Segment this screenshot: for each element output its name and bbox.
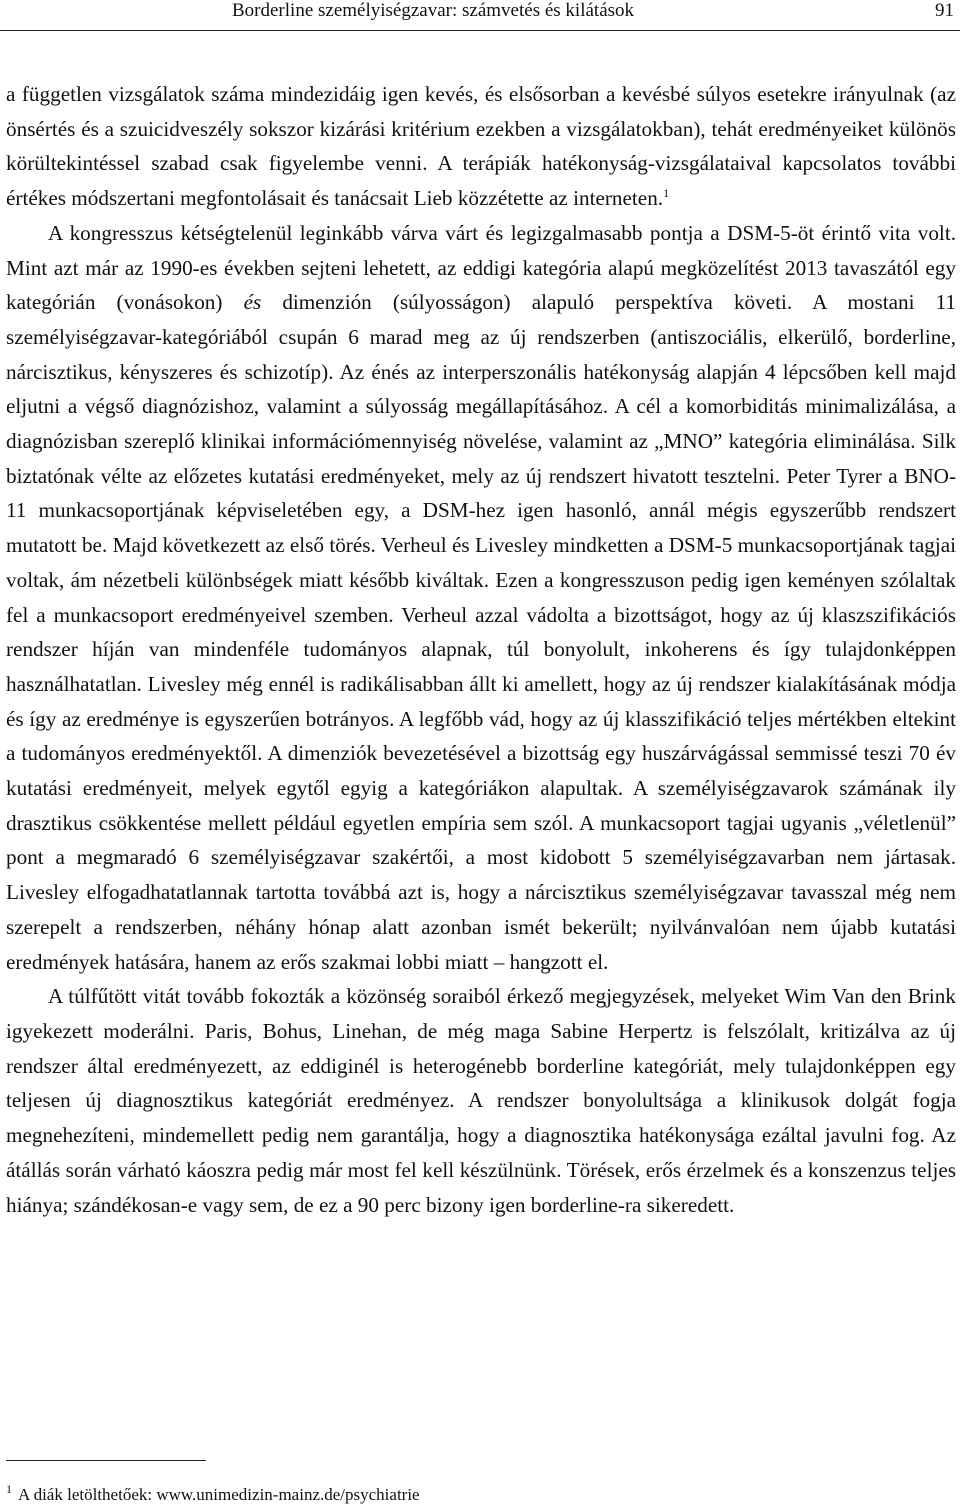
paragraph-3-text: A túlfűtött vitát tovább fokozták a közönség soraiból érkező megjegyzések, melyeket Wim Van den Brink igyekezett moderálni. Paris, Bohus, Linehan, de még maga Sabine Herpertz is felszólalt, kritizálva az új rendszer által eredményezett, az eddiginél is heterogénebb borderline kategóriát, mely tulajdonképpen egy teljesen új diagnosztikus kategóriát eredményez. A rendszer bonyolultsága a klinikusok dolgát fogja megnehezíteni, mindemellett pedig nem garantálja, hogy a diagnosztika hatékonysága ezáltal javulni fog. Az átállás során várható káoszra pedig már most fel kell készülnünk. Törések, erős érzelmek és a konszenzus teljes hiánya; szándékosan-e vagy sem, de ez a 90 perc bizony igen borderline-ra sikeredett. bbox=[6, 984, 956, 1217]
page-number: 91 bbox=[935, 0, 954, 21]
paragraph-3 bbox=[6, 979, 956, 1222]
header-rule bbox=[0, 30, 960, 31]
paragraph-2-text-start: A kongresszus kétségtelenül leginkább várva várt és legizgalmasabb pontja a DSM-5-öt érintő vita volt. Mint azt már az 1990-es években sejteni lehetett, az eddigi kategória alapú megközelítést 2013 tavaszától egy kategórián (vonásokon) bbox=[6, 220, 956, 315]
paragraph-1-text: a független vizsgálatok száma mindezidáig igen kevés, és elsősorban a kevésbé súlyos esetekre irányulnak (az önsértés és a szuicidveszély sokszor kizárási kritérium ezekben a vizsgálatokban), tehát eredményeiket különös körültekintéssel szabad csak figyelembe venni. A terápiák hatékonyság-vizsgálataival kapcsolatos további értékes módszertani megfontolásait és tanácsait Lieb közzétette az interneten. bbox=[6, 82, 956, 211]
paragraph-2 bbox=[6, 216, 956, 979]
footnote-reference: 1 bbox=[663, 186, 670, 201]
running-title: Borderline személyiségzavar: számvetés és kilátások bbox=[232, 0, 635, 21]
body-text bbox=[6, 77, 956, 1222]
paragraph-2-text-end: dimenzión (súlyosságon) alapuló perspektíva követi. A mostani 11 személyiségzavar-kategóriából csupán 6 marad meg az új rendszerben (antiszociális, elkerülő, borderline, nárcisztikus, kényszeres és schizotíp). Az énés az interperszonális hatékonyság alapján 4 lépcsőben kell majd eljutni a végső diagnózishoz, valamint a súlyosság megállapításához. A cél a komorbiditás minimalizálása, a diagnózisban szereplő klinikai információmennyiség növelése, valamint az „MNO” kategória eliminálása. Silk biztatónak vélte az előzetes kutatási eredményeket, mely az új rendszert hivatott tesztelni. Peter Tyrer a BNO-11 munkacsoportjának képviseletében egy, a DSM-hez igen hasonló, annál mégis egyszerűbb rendszert mutatott be. Majd következett az első törés. Verheul és Livesley mindketten a DSM-5 munkacsoportjának tagjai voltak, ám nézetbeli különbségek miatt később kiváltak. Ezen a kongresszuson pedig igen keményen szólaltak fel a munkacsoport eredményeivel szemben. Verheul azzal vádolta a bizottságot, hogy az új klaszszifikációs rendszer híján van mindenféle tudományos alapnak, túl bonyolult, inkoherens és így tulajdonképpen használhatatlan. Livesley még ennél is radikálisabban állt ki amellett, hogy az új rendszer kialakításának módja és így az eredménye is egyszerűen botrányos. A legfőbb vád, hogy az új klasszifikáció teljes mértékben eltekint a tudományos eredményektől. A dimenziók bevezetésével a bizottság egy huszárvágással semmissé teszi 70 év kutatási eredményeit, melyek egytől egyig a kategóriákon alapultak. A személyiségzavarok számának ily drasztikus csökkentése mellett például egyetlen empíria sem szól. A munkacsoport tagjai ugyanis „véletlenül” pont a megmaradó 6 személyiségzavar szakértői, a most kidobott 5 személyiségzavarban nem jártasak. Livesley elfogadhatatlannak tartotta továbbá azt is, hogy a nárcisztikus személyiségzavar tavasszal még nem szerepelt a rendszerben, néhány hónap alatt azonban ismét bekerült; nyilvánvalóan nem újabb kutatási eredmények hatására, hanem az erős szakmai lobbi miatt – hangzott el. bbox=[6, 290, 956, 974]
paragraph-2-emphasis: és bbox=[243, 290, 262, 315]
footnote-mark: 1 bbox=[6, 1482, 12, 1496]
footnote bbox=[6, 1478, 420, 1506]
paragraph-1 bbox=[6, 77, 956, 216]
running-header bbox=[0, 0, 960, 26]
footnote-text: A diák letölthetőek: www.unimedizin-mainz.de/psychiatrie bbox=[18, 1485, 420, 1504]
footnote-rule bbox=[6, 1460, 206, 1461]
